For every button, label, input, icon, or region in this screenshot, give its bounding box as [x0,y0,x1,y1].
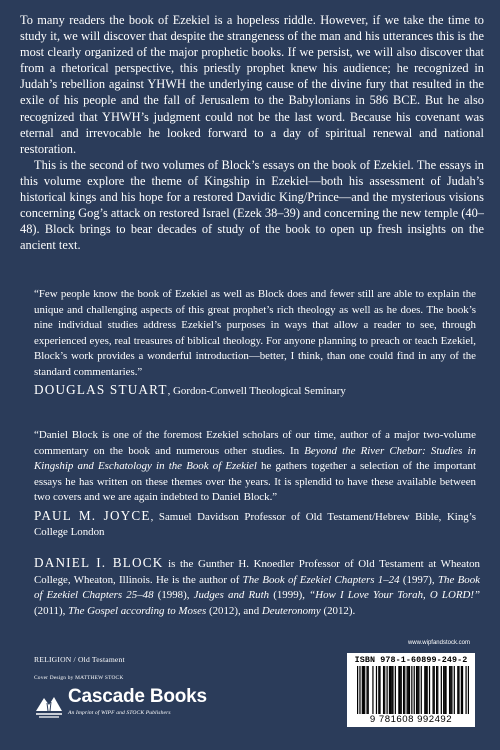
barcode-bar [468,666,469,714]
endorsed-book-title: Beyond the River Chebar: Studies in Kingship and Eschatology in the Book of Ezekiel [34,444,477,472]
barcode-bar [432,666,433,714]
publisher-name: Cascade Books [68,686,207,707]
barcode-bar [404,666,405,714]
barcode-bar [398,666,399,714]
barcode-bar [421,666,422,714]
barcode-bar [418,666,419,714]
endorser-name: PAUL M. JOYCE [34,507,151,523]
barcode-bar [408,666,409,714]
barcode-bar [366,666,367,714]
barcode-bar [445,666,446,714]
barcode-bar [414,666,415,714]
endorsement-text-part: “Daniel Block is one of the foremost Ezekiel scholars of our time, author of a major two-volume commentary on the book and numerous other studies. In [34,429,476,457]
barcode-bar [427,666,428,714]
barcode-bar [462,666,463,714]
bio-text: (1998), [153,589,194,601]
barcode-bar [461,666,462,714]
barcode-bar [436,666,437,714]
subject-category: RELIGION / Old Testament [34,655,125,664]
barcode-bar [450,666,451,714]
endorsement-text: “Few people know the book of Ezekiel as well as Block does and fewer still are able to explain the unique and challenging aspects of this great prophet’s rich theology as well as he does. The book’s nine individual studies address Ezekiel’s purposes in ways that allow a reader to see, through experienced eyes, real treasures of biblical theology. For anyone planning to preach or teach Ezekiel, Block’s work provides a wonderful introduction—better, I think, than one could find in any of the standard commentaries.” [34,288,476,378]
barcode-bar [376,666,377,714]
bio-text: (2012). [320,604,356,617]
barcode-bar [449,666,450,714]
barcode-bar [389,666,390,714]
barcode-bar [458,666,459,714]
barcode-bar [357,666,358,714]
barcode-bar [417,666,418,714]
barcode-bar [379,666,380,714]
barcode-bar [399,666,400,714]
bio-text: is the Gunther H. Knoedler Professor of Old Testament at Wheaton College, Wheaton, Illinois. He is the author of [34,558,480,586]
bio-book-title: The Gospel according to Moses [68,604,207,617]
barcode-bar [364,666,365,714]
bio-book-title: Deuteronomy [261,604,321,617]
barcode-bar [403,666,404,714]
barcode-bar [451,666,452,714]
barcode-bar [441,666,442,714]
barcode-bar [368,666,369,714]
endorsement-stuart [34,287,476,400]
endorsement-text-part: he gathers together a selection of the important essays he has written on these themes over the years. It is splendid to have these available between two covers and we are again indebted to Daniel Block.” [34,460,476,503]
bio-text: (1999), [269,589,310,601]
barcode-bar [454,666,455,714]
book-description [20,12,484,253]
endorsement-attribution [34,382,476,400]
barcode-bar [437,666,438,714]
barcode-bar [384,666,385,714]
barcode-bar [401,666,402,714]
publisher-website: www.wipfandstock.com [407,640,470,646]
barcode-bar [362,666,363,714]
endorser-affiliation: , Gordon-Conwell Theological Seminary [167,385,346,397]
bio-text: (2011), [34,604,69,617]
barcode-bar [359,666,360,714]
barcode-bar [386,666,387,714]
barcode-bar [395,666,396,714]
barcode-bar [457,666,458,714]
barcode-bar [416,666,417,714]
cover-design-credit: Cover Design by MATTHEW STOCK [34,675,124,681]
barcode-bar [429,666,430,714]
barcode-bars [357,666,469,714]
publisher-block [34,655,274,716]
endorsement-text [34,428,476,506]
mountain-waterfall-icon [34,689,64,719]
author-bio [34,555,480,619]
barcode-bar [444,666,445,714]
barcode-bar [409,666,410,714]
barcode-bar [434,666,435,714]
bio-text: (1997), [399,573,438,586]
endorser-name: DOUGLAS STUART [34,382,168,397]
publisher-logo [34,685,274,729]
barcode-bar [424,666,425,714]
endorser-affiliation: , Samuel Davidson Professor of Old Testament/Hebrew Bible, King’s College London [34,510,476,538]
barcode-bar [443,666,444,714]
endorsement-attribution [34,508,476,541]
barcode-bar [425,666,426,714]
ean-digits: 9 781608 992492 [369,714,453,725]
bio-book-title: The Book of Ezekiel Chapters 1–24 [242,573,400,586]
barcode-bar [372,666,373,714]
barcode-bar [378,666,379,714]
publisher-imprint: An Imprint of WIPF and STOCK Publishers [68,710,171,716]
description-paragraph: To many readers the book of Ezekiel is a hopeless riddle. However, if we take the time to study it, we will discover that despite the strangeness of the man and his utterances this is the most clearly organized of the major prophetic books. If we persist, we will also discover that from a rhetorical perspective, this priestly prophet knew his audience; he recognized in Judah’s rebellion against YHWH the underlying cause of the divine fury that resulted in the exile of his people and the fall of Jerusalem to the Babylonians in 586 BCE. But he also recognized that YHWH’s judgment could not be the last word. Because his covenant was eternal and irrevocable he looked forward to a day of spiritual renewal and national restoration. [20,13,484,156]
barcode-bar [390,666,391,714]
bio-book-title: Judges and Ruth [193,589,270,601]
isbn-barcode [347,653,475,727]
barcode-bar [363,666,364,714]
author-name: DANIEL I. BLOCK [34,555,164,570]
barcode-bar [465,666,466,714]
barcode-bar [411,666,412,714]
bio-book-title: “How I Love Your Torah, O LORD!” [309,589,481,601]
barcode-bar [392,666,393,714]
bio-text: (2012), and [206,604,262,617]
barcode-bar [383,666,384,714]
description-paragraph: This is the second of two volumes of Block’s essays on the book of Ezekiel. The essays in this volume explore the theme of Kingship in Ezekiel—both his assessment of Judah’s historical kings and his hope for a restored Davidic King/Prince—and the mysterious visions concerning Gog’s attack on restored Israel (Ezek 38–39) and concerning the new temple (40–48). Block brings to bear decades of study of the book to open up fresh insights on the ancient text. [20,157,484,253]
barcode-bar [407,666,408,714]
endorsement-joyce [34,428,476,541]
isbn-number: ISBN 978-1-60899-249-2 [354,655,468,665]
barcode-bar [391,666,392,714]
bio-book-title: The Book of Ezekiel Chapters 25–48 [34,573,480,601]
